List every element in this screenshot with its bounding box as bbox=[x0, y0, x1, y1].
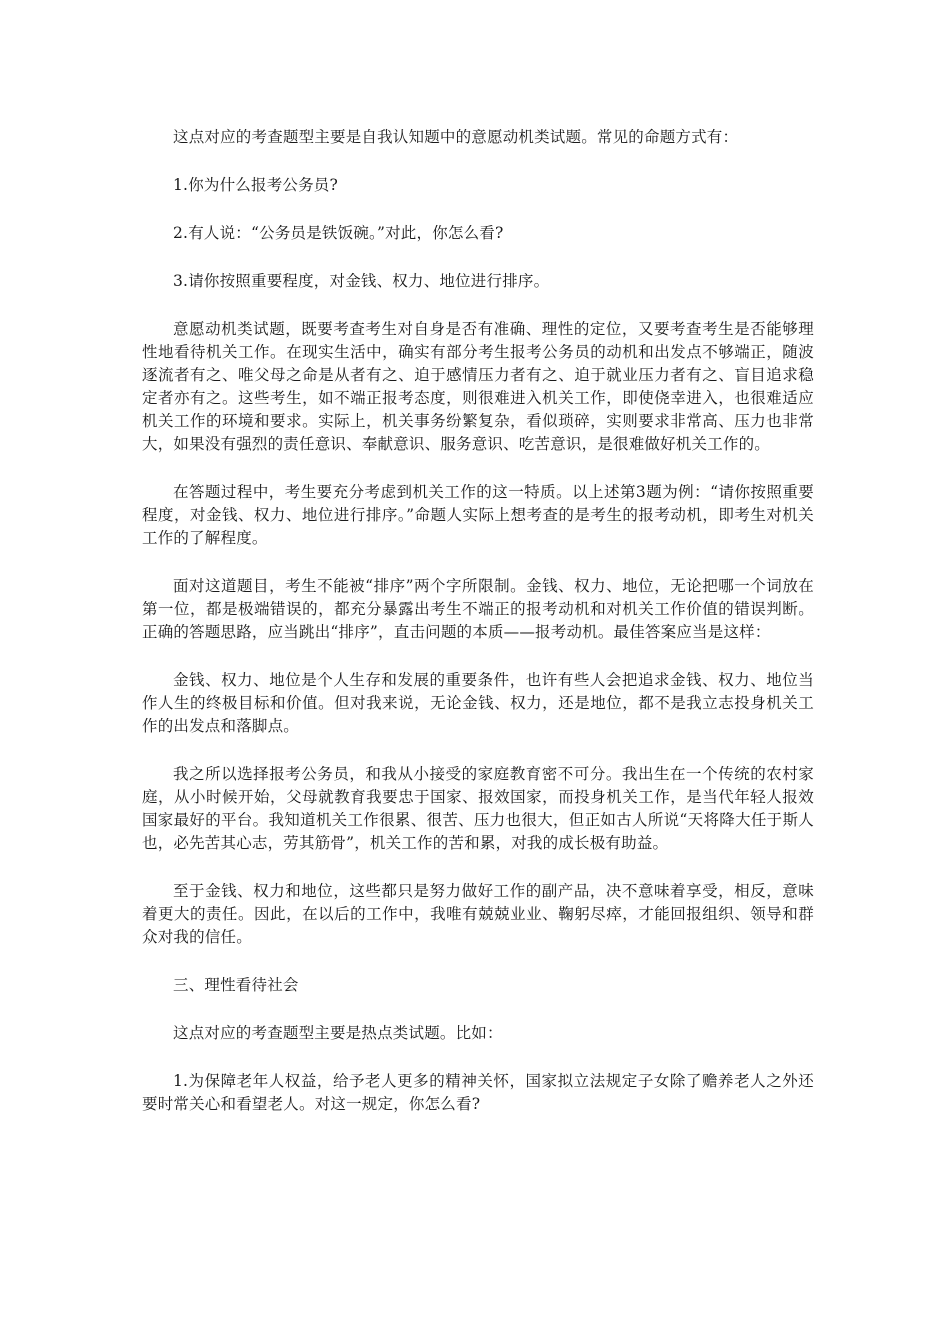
question-item: 2.有人说：“公务员是铁饭碗。”对此，你怎么看? bbox=[173, 224, 504, 242]
answer-paragraph: 金钱、权力、地位是个人生存和发展的重要条件，也许有些人会把追求金钱、权力、地位当作人生的终极目标和价值。但对我来说，无论金钱、权力，还是地位，都不是我立志投身机关工作的出发点和落脚点。 bbox=[142, 671, 814, 735]
section-heading: 三、理性看待社会 bbox=[173, 976, 299, 994]
answer-paragraph: 至于金钱、权力和地位，这些都只是努力做好工作的副产品，决不意味着享受，相反，意味着更大的责任。因此，在以后的工作中，我唯有兢兢业业、鞠躬尽瘁，才能回报组织、领导和群众对我的信任。 bbox=[142, 882, 814, 946]
answer-paragraph: 我之所以选择报考公务员，和我从小接受的家庭教育密不可分。我出生在一个传统的农村家庭，从小时候开始，父母就教育我要忠于国家、报效国家，而投身机关工作，是当代年轻人报效国家最好的平台。我知道机关工作很累、很苦、压力也很大，但正如古人所说“天将降大任于斯人也，必先苦其心志，劳其筋骨”，机关工作的苦和累，对我的成长极有助益。 bbox=[142, 765, 814, 852]
body-paragraph: 意愿动机类试题，既要考查考生对自身是否有准确、理性的定位，又要考查考生是否能够理性地看待机关工作。在现实生活中，确实有部分考生报考公务员的动机和出发点不够端正，随波逐流者有之、唯父母之命是从者有之、迫于感情压力者有之、迫于就业压力者有之、盲目追求稳定者亦有之。这些考生，如不端正报考态度，则很难进入机关工作，即使侥幸进入，也很难适应机关工作的环境和要求。实际上，机关事务纷繁复杂，看似琐碎，实则要求非常高、压力也非常大，如果没有强烈的责任意识、奉献意识、服务意识、吃苦意识，是很难做好机关工作的。 bbox=[142, 320, 814, 453]
body-paragraph: 在答题过程中，考生要充分考虑到机关工作的这一特质。以上述第3题为例：“请你按照重要程度，对金钱、权力、地位进行排序。”命题人实际上想考查的是考生的报考动机，即考生对机关工作的了解程度。 bbox=[142, 483, 814, 547]
body-paragraph: 这点对应的考查题型主要是热点类试题。比如： bbox=[173, 1024, 503, 1042]
question-item: 3.请你按照重要程度，对金钱、权力、地位进行排序。 bbox=[173, 272, 550, 290]
question-item: 1.为保障老年人权益，给予老人更多的精神关怀，国家拟立法规定子女除了赡养老人之外还要时常关心和看望老人。对这一规定，你怎么看? bbox=[142, 1072, 814, 1113]
document-body bbox=[142, 126, 814, 1116]
intro-paragraph: 这点对应的考查题型主要是自我认知题中的意愿动机类试题。常见的命题方式有： bbox=[173, 128, 739, 146]
body-paragraph: 面对这道题目，考生不能被“排序”两个字所限制。金钱、权力、地位，无论把哪一个词放在第一位，都是极端错误的，都充分暴露出考生不端正的报考动机和对机关工作价值的错误判断。正确的答题思路，应当跳出“排序”，直击问题的本质——报考动机。最佳答案应当是这样： bbox=[142, 577, 814, 641]
question-item: 1.你为什么报考公务员? bbox=[173, 176, 338, 194]
